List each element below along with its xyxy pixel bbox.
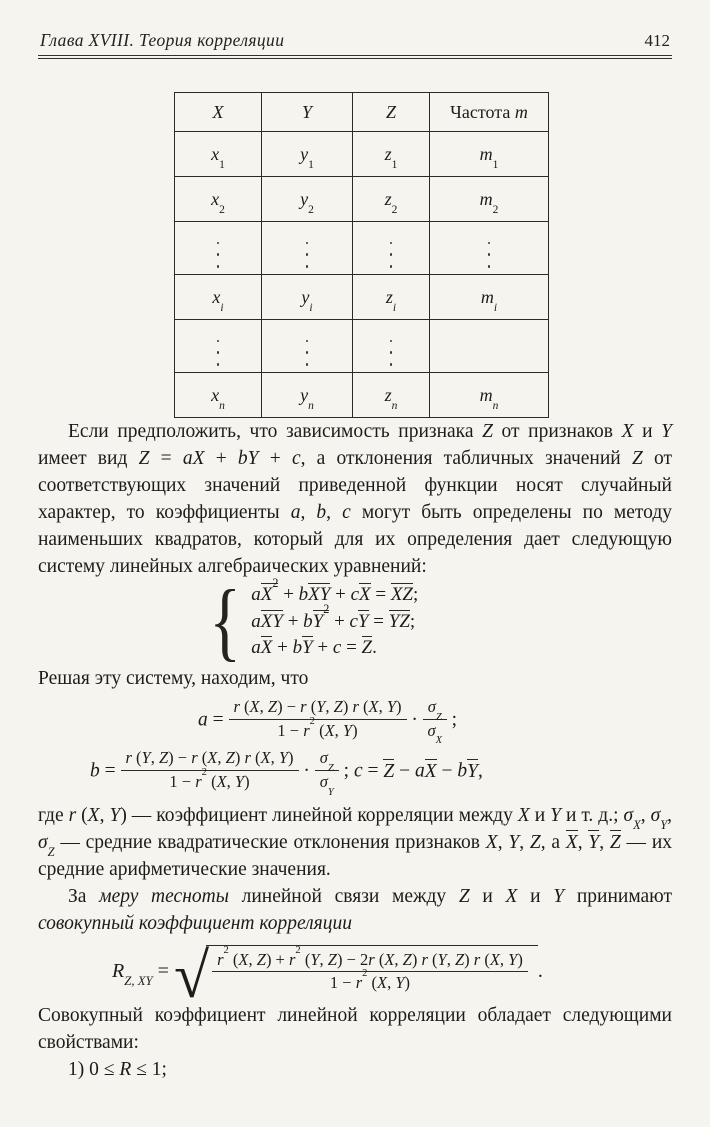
subscript: 1 <box>391 158 398 171</box>
subscript: X <box>633 818 641 833</box>
overline-group <box>566 830 578 853</box>
math-var: σ <box>319 748 328 768</box>
math-var: Y <box>234 771 245 791</box>
dot-icon <box>488 242 491 245</box>
overline-group <box>389 610 410 633</box>
math-var: m <box>480 286 494 307</box>
equation-system-lines <box>251 575 419 662</box>
table-row <box>175 177 549 222</box>
math-var: Z <box>225 748 235 768</box>
subscript: Y <box>327 786 334 798</box>
math-var: Z <box>361 637 373 659</box>
math-var: b <box>457 760 468 782</box>
table-cell <box>353 222 430 275</box>
math-var: Z <box>256 949 266 969</box>
math-var: Z <box>385 101 396 122</box>
math-var: z <box>384 188 392 209</box>
square-root <box>173 939 538 1011</box>
dot-icon <box>390 363 393 366</box>
math-var: Z <box>138 448 150 469</box>
math-var: Y <box>357 610 369 632</box>
fraction <box>423 697 447 747</box>
table-cell <box>175 222 262 275</box>
dot-icon <box>390 242 393 245</box>
dot-icon <box>217 340 220 343</box>
dot-icon <box>306 340 309 343</box>
overline-group <box>425 759 437 782</box>
superscript: 2 <box>201 767 207 779</box>
page-number: 412 <box>644 31 670 50</box>
math-var: y <box>300 143 309 164</box>
dot-icon <box>306 265 309 268</box>
dot-icon <box>390 340 393 343</box>
numerator: r (X, Z) − r (Y, Z) r (X, Y) <box>229 697 407 720</box>
math-var: X <box>260 748 271 768</box>
math-var: r <box>195 771 202 791</box>
math-var: r <box>355 973 363 993</box>
math-var: Z <box>458 885 470 907</box>
math-var: X <box>238 949 249 969</box>
subscript: 1 <box>308 158 314 171</box>
math-var: x <box>212 286 221 307</box>
denominator: $1 - r^2$ (X, Y) <box>169 767 250 791</box>
math-var: Y <box>550 804 561 826</box>
math-var: a <box>251 637 261 659</box>
math-var: X <box>260 637 273 659</box>
superscript: 2 <box>295 944 301 956</box>
subscript: Z <box>435 711 442 723</box>
subscript: i <box>220 301 224 314</box>
subscript: i <box>392 301 397 314</box>
vertical-dots <box>306 340 309 366</box>
table-cell <box>430 320 549 373</box>
formula-multiple-correlation: $R_{Z, XY}$ = √ $\frac{r^2 (X, Z) + r^2 (Y, Z) - 2r (X, Z) r (Y, Z) r (X, Y)}{1 - r^2 (X, Y)}$ . <box>112 939 543 1011</box>
numerator: $r^2$ (X, $Z) + r^2$ (Y, Z) − 2r (X, Z) r (Y, Z) r (X, Y) <box>212 950 528 973</box>
math-var: r <box>352 697 359 716</box>
table-cell <box>353 132 430 177</box>
equation-line: $aX^2$ + bXY + cX = XZ; <box>251 575 419 606</box>
paragraph-properties: Совокупный коэффициент линейной корреляции обладает следующими свойствами: <box>38 1004 672 1053</box>
vertical-dots <box>488 242 491 268</box>
property-item-1: 1) 0 ≤ R ≤ 1; <box>68 1058 167 1080</box>
math-var: XZ <box>390 584 414 606</box>
math-var: Y <box>437 949 447 969</box>
vertical-dots <box>306 242 309 268</box>
math-var: a <box>290 502 301 523</box>
overline-group <box>261 610 283 633</box>
table-cell <box>353 320 430 373</box>
math-var: X <box>212 101 224 122</box>
math-var: b <box>298 584 309 606</box>
math-var: c <box>349 610 358 632</box>
table-cell <box>430 222 549 275</box>
subscript: 1 <box>219 158 225 171</box>
math-var: Y <box>661 421 673 442</box>
math-var: y <box>300 188 309 209</box>
overline-group <box>261 636 273 659</box>
math-var: Z <box>482 421 493 442</box>
math-var: Y <box>588 831 600 853</box>
overline-group <box>610 830 621 853</box>
math-var: x <box>211 188 220 209</box>
subscript: n <box>391 399 398 412</box>
table-cell <box>175 320 262 373</box>
math-var: Z <box>609 831 621 853</box>
dot-icon <box>217 265 220 268</box>
superscript: 2 <box>323 602 330 617</box>
math-var: r <box>244 748 251 768</box>
table-cell <box>353 373 430 418</box>
denominator <box>423 720 447 747</box>
math-var: r <box>68 804 77 826</box>
math-var: X <box>260 584 273 606</box>
superscript: 2 <box>223 944 229 956</box>
table-cell <box>175 275 262 320</box>
dot-icon <box>488 253 491 256</box>
math-var: Y <box>553 885 565 907</box>
table-header-cell: Частота m <box>430 93 549 132</box>
overline-group <box>383 759 394 782</box>
math-var: r <box>191 748 198 768</box>
overline-group <box>467 759 478 782</box>
math-var: Z <box>327 949 337 969</box>
dot-icon <box>217 242 220 245</box>
vertical-dots <box>390 340 393 366</box>
math-var: X <box>517 804 530 826</box>
table-cell <box>262 275 353 320</box>
math-var: b <box>90 760 100 782</box>
vertical-dots <box>217 242 220 268</box>
denominator: $1 - r^2$ (X, Y) <box>329 968 411 993</box>
subscript: 2 <box>492 203 499 216</box>
fraction <box>229 697 407 741</box>
math-var: Y <box>467 760 478 782</box>
math-var: r <box>473 949 481 969</box>
subscript: 2 <box>219 203 225 216</box>
math-var: X <box>489 949 500 969</box>
math-var: Y <box>302 637 313 659</box>
math-var: r <box>421 949 428 969</box>
table-cell <box>430 275 549 320</box>
math-var: y <box>300 384 309 405</box>
math-var: σ <box>427 720 436 740</box>
math-var: совокупный коэффициент корреляции <box>38 912 352 934</box>
math-var: σ <box>427 697 436 716</box>
table-cell <box>353 177 430 222</box>
math-var: XY <box>260 610 283 632</box>
dot-icon <box>217 253 220 256</box>
math-var: X <box>384 949 395 969</box>
math-var: σ <box>623 804 634 826</box>
table-row <box>175 373 549 418</box>
subscript: i <box>493 301 498 314</box>
math-var: r <box>289 949 296 969</box>
math-var: Y <box>508 831 520 853</box>
math-var: XY <box>308 584 331 606</box>
table-cell <box>175 132 262 177</box>
math-var: Z <box>267 697 278 716</box>
table-row <box>175 132 549 177</box>
math-var: YZ <box>388 610 410 632</box>
overline-group <box>302 636 313 659</box>
math-var: m <box>514 101 528 122</box>
math-var: Z <box>631 448 643 469</box>
math-var: Y <box>342 720 353 740</box>
math-var: c <box>350 584 359 606</box>
subscript: n <box>492 399 499 412</box>
denominator: $1 - r^2$ (X, Y) <box>277 715 358 740</box>
table-cell <box>262 320 353 373</box>
data-table <box>174 92 549 418</box>
subscript: i <box>309 301 313 314</box>
math-var: c <box>332 637 342 659</box>
math-var: bY <box>237 448 259 469</box>
formula-coefficient-a: a = $\frac{r (X, Z) - r (Y, Z) r (X, Y)}{1 - r^2 (X, Y)}$ · $\frac{\sigma_Z}{\sigma_X}$ ; <box>198 697 458 747</box>
radicand <box>206 945 538 994</box>
math-var: x <box>211 143 220 164</box>
equation-system <box>204 573 672 670</box>
paragraph-measure: За меру тесноты линейной связи между Z и X и Y принимают совокупный коэффициент корреляции <box>38 885 673 934</box>
math-var: b <box>316 502 327 523</box>
table-cell <box>175 373 262 418</box>
math-var: Z <box>383 760 395 782</box>
equation-line: aX + bY + c = Z. <box>251 637 377 659</box>
overline-group <box>362 636 373 659</box>
math-var: r <box>125 748 132 768</box>
math-var: Z <box>402 949 412 969</box>
math-var: m <box>479 143 493 164</box>
math-var: X <box>216 771 227 791</box>
table-row <box>175 275 549 320</box>
math-var: X <box>485 831 498 853</box>
math-var: Z <box>454 949 465 969</box>
math-var: X <box>565 831 578 853</box>
math-var: c <box>353 760 363 782</box>
dot-icon <box>217 351 220 354</box>
subscript: Y <box>660 818 668 833</box>
subscript: n <box>219 399 225 412</box>
dot-icon <box>390 265 393 268</box>
fraction <box>121 748 299 792</box>
numerator <box>315 748 339 774</box>
table-cell <box>430 132 549 177</box>
math-var: X <box>249 697 260 716</box>
math-var: X <box>359 584 371 606</box>
dot-icon <box>488 265 491 268</box>
math-var: Y <box>109 804 121 826</box>
overline-group <box>312 602 330 633</box>
math-var: z <box>385 286 393 307</box>
radical-icon: √ <box>173 939 210 1011</box>
subscript: Z <box>327 762 334 774</box>
subscript: Z <box>47 845 55 860</box>
table-cell <box>262 132 353 177</box>
dot-icon <box>306 242 309 245</box>
subscript: 2 <box>391 203 398 216</box>
table-cell <box>262 373 353 418</box>
math-var: a <box>251 610 261 632</box>
math-var: σ <box>319 771 328 791</box>
table-cell <box>430 177 549 222</box>
paragraph-solving: Решая эту систему, находим, что <box>38 668 309 689</box>
numerator <box>423 697 447 723</box>
table-row <box>175 320 549 373</box>
overline-group <box>358 610 369 633</box>
paragraph-where: где r (X, Y) — коэффициент линейной корреляции между X и Y и т. д.; $\sigma_X$, $\sigma_Y$, $\sigma_Z$ — средние квадратические отклонения признаков X, Y, Z, а X, Y, Z — их средние арифметические значения. <box>38 804 673 880</box>
subscript: Z, XY <box>124 974 153 989</box>
math-var: m <box>479 384 493 405</box>
table-header-cell <box>353 93 430 132</box>
overline-group <box>391 583 413 606</box>
superscript: 2 <box>309 715 315 727</box>
math-var: b <box>292 637 303 659</box>
math-var: z <box>384 143 392 164</box>
header-rule <box>38 55 672 59</box>
denominator <box>315 771 339 798</box>
math-var: a <box>414 760 425 782</box>
table-cell <box>262 177 353 222</box>
math-var: Y <box>312 610 324 632</box>
math-var: Z <box>333 697 343 716</box>
math-var: X <box>87 804 100 826</box>
math-var: r <box>233 697 240 716</box>
overline-group <box>359 583 371 606</box>
table-row <box>175 222 549 275</box>
superscript: 2 <box>362 968 368 980</box>
math-var: R <box>112 959 125 982</box>
math-var: r <box>368 949 375 969</box>
dot-icon <box>306 253 309 256</box>
math-var: Y <box>395 973 405 993</box>
subscript: 2 <box>308 203 314 216</box>
numerator: r (Y, Z) − r (X, Z) r (X, Y) <box>121 748 299 771</box>
chapter-title: Глава XVIII. Теория корреляции <box>40 30 285 50</box>
vertical-dots <box>217 340 220 366</box>
math-var: r <box>303 720 310 740</box>
dot-icon <box>217 363 220 366</box>
page-header <box>38 30 672 55</box>
overline-group <box>260 575 279 606</box>
table-header-row <box>175 93 549 132</box>
math-var: b <box>303 610 313 632</box>
math-var: меру тесноты <box>99 885 229 907</box>
math-var: a <box>198 709 208 731</box>
math-var: z <box>384 384 392 405</box>
dot-icon <box>390 253 393 256</box>
overline-group <box>588 830 599 853</box>
table-header-cell <box>175 93 262 132</box>
table-cell <box>262 222 353 275</box>
math-var: Z <box>529 831 541 853</box>
math-var: X <box>207 748 218 768</box>
dot-icon <box>390 351 393 354</box>
math-var: σ <box>650 804 661 826</box>
math-var: Y <box>278 748 289 768</box>
math-var: y <box>301 286 310 307</box>
math-var: Z <box>158 748 169 768</box>
subscript: n <box>308 399 314 412</box>
math-var: X <box>368 697 379 716</box>
subscript: X <box>435 735 443 747</box>
table-cell <box>353 275 430 320</box>
fraction <box>315 748 339 798</box>
math-var: c <box>291 448 301 469</box>
math-var: Y <box>386 697 397 716</box>
math-var: X <box>324 720 335 740</box>
math-var: Y <box>508 949 518 969</box>
subscript: 1 <box>492 158 499 171</box>
math-var: Y <box>301 101 312 122</box>
table-header-cell <box>262 93 353 132</box>
table-cell <box>175 177 262 222</box>
math-var: R <box>119 1058 132 1080</box>
math-var: Y <box>316 697 326 716</box>
paragraph-intro: Если предположить, что зависимость признака Z от признаков X и Y имеет вид Z = aX + bY + c, а отклонения табличных значений Z от соответствующих значений приведенной функции носят случайный характер, то коэффициенты a, b, c могут быть определены по методу наименьших квадратов, который для их определения дает следующую систему линейных алгебраических уравнений: <box>38 421 673 577</box>
math-var: X <box>621 421 634 442</box>
math-var: σ <box>38 831 48 853</box>
math-var: r <box>300 697 307 716</box>
math-var: m <box>479 188 493 209</box>
math-var: X <box>505 885 518 907</box>
left-brace-icon: { <box>209 573 241 670</box>
dot-icon <box>306 351 309 354</box>
math-var: X <box>424 760 437 782</box>
formula-coefficient-b-c: b = $\frac{r (Y, Z) - r (X, Z) r (X, Y)}{1 - r^2 (X, Y)}$ · $\frac{\sigma_Z}{\sigma_Y}$ ; c = Z − aX − bY, <box>90 748 483 798</box>
math-var: X <box>377 973 388 993</box>
math-var: x <box>211 384 220 405</box>
math-var: Y <box>310 949 320 969</box>
equation-line: aXY + $bY^2$ + cY = YZ; <box>251 602 416 632</box>
math-var: a <box>251 584 261 606</box>
superscript: 2 <box>272 575 279 590</box>
math-var: Y <box>141 748 151 768</box>
math-var: r <box>217 949 224 969</box>
vertical-dots <box>390 242 393 268</box>
math-var: aX <box>182 448 205 469</box>
dot-icon <box>306 363 309 366</box>
math-var: c <box>342 502 351 523</box>
table-cell <box>430 373 549 418</box>
